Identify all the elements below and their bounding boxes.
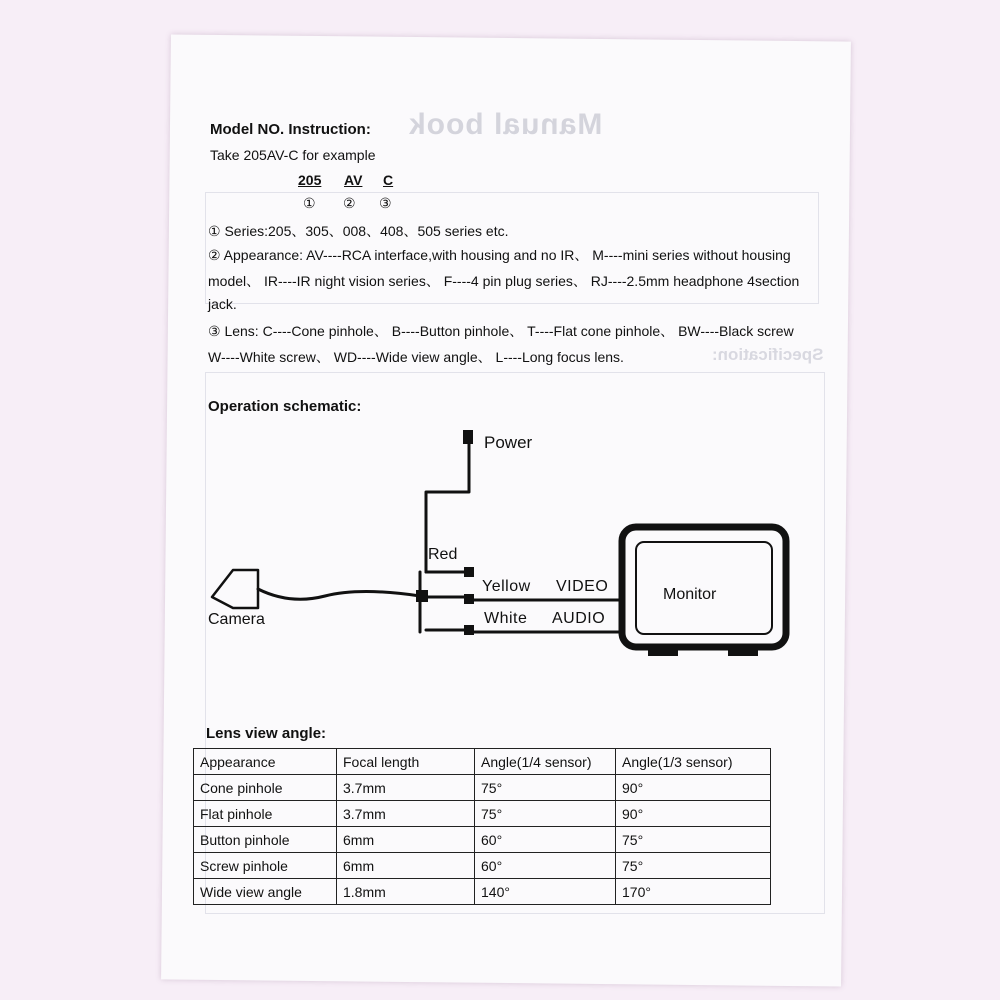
ghost-spec: Specification: <box>712 345 824 364</box>
header-angle-quarter: Angle(1/4 sensor) <box>475 749 616 775</box>
audio-label: AUDIO <box>552 610 606 627</box>
table-row <box>194 775 771 801</box>
cell-focal-length: 1.8mm <box>337 879 475 905</box>
cell-angle-third: 90° <box>616 775 771 801</box>
cell-angle-third: 170° <box>616 879 771 905</box>
ghost-title: Manual book <box>408 108 603 141</box>
cell-angle-third: 90° <box>616 801 771 827</box>
code-part-lens: C <box>383 172 394 188</box>
series-line: ① Series:205、305、008、408、505 series etc. <box>208 223 509 239</box>
video-label: VIDEO <box>556 578 609 595</box>
camera-label: Camera <box>208 611 265 628</box>
yellow-plug <box>464 594 474 604</box>
lens-table-title: Lens view angle: <box>206 725 327 742</box>
monitor-foot-left <box>648 646 678 656</box>
code-marker-3: ③ <box>379 195 392 211</box>
cell-focal-length: 3.7mm <box>337 801 475 827</box>
cell-appearance: Flat pinhole <box>194 801 337 827</box>
red-label: Red <box>428 546 458 563</box>
cell-angle-third: 75° <box>616 853 771 879</box>
header-appearance: Appearance <box>194 749 337 775</box>
cell-appearance: Cone pinhole <box>194 775 337 801</box>
lens-view-angle-table <box>193 748 771 905</box>
monitor-foot-right <box>728 646 758 656</box>
yellow-label: Yellow <box>482 578 531 595</box>
cell-angle-quarter: 75° <box>475 801 616 827</box>
table-row <box>194 827 771 853</box>
camera-cable <box>258 589 420 599</box>
model-instruction-heading: Model NO. Instruction: <box>210 121 371 138</box>
code-marker-1: ① <box>303 195 316 211</box>
code-part-series: 205 <box>298 172 322 188</box>
table-row <box>194 879 771 905</box>
white-plug <box>464 625 474 635</box>
cell-focal-length: 6mm <box>337 853 475 879</box>
example-line: Take 205AV-C for example <box>210 147 376 163</box>
appearance-line-1: ② Appearance: AV----RCA interface,with housing and no IR、 M----mini series without housing <box>208 247 791 263</box>
cell-angle-quarter: 140° <box>475 879 616 905</box>
cell-angle-quarter: 60° <box>475 853 616 879</box>
table-row <box>194 853 771 879</box>
power-label: Power <box>484 433 533 452</box>
lens-line-1: ③ Lens: C----Cone pinhole、 B----Button pinhole、 T----Flat cone pinhole、 BW----Black screw <box>208 323 794 339</box>
code-part-appearance: AV <box>344 172 363 188</box>
cell-angle-quarter: 75° <box>475 775 616 801</box>
white-label: White <box>484 610 528 627</box>
camera-icon <box>212 570 258 608</box>
lens-line-2: W----White screw、 WD----Wide view angle、 L----Long focus lens. <box>208 349 624 365</box>
cell-appearance: Button pinhole <box>194 827 337 853</box>
monitor-label: Monitor <box>663 586 717 603</box>
appearance-line-2: model、 IR----IR night vision series、 F----4 pin plug series、 RJ----2.5mm headphone 4section <box>208 273 800 289</box>
header-angle-third: Angle(1/3 sensor) <box>616 749 771 775</box>
schematic-title: Operation schematic: <box>208 398 362 415</box>
code-marker-2: ② <box>343 195 356 211</box>
cell-appearance: Screw pinhole <box>194 853 337 879</box>
cell-angle-third: 75° <box>616 827 771 853</box>
table-row <box>194 801 771 827</box>
appearance-line-3: jack. <box>208 296 237 312</box>
cell-angle-quarter: 60° <box>475 827 616 853</box>
red-plug <box>464 567 474 577</box>
cell-focal-length: 6mm <box>337 827 475 853</box>
power-plug <box>463 430 473 444</box>
table-header-row <box>194 749 771 775</box>
cell-focal-length: 3.7mm <box>337 775 475 801</box>
header-focal-length: Focal length <box>337 749 475 775</box>
junction-node <box>416 590 428 602</box>
cell-appearance: Wide view angle <box>194 879 337 905</box>
